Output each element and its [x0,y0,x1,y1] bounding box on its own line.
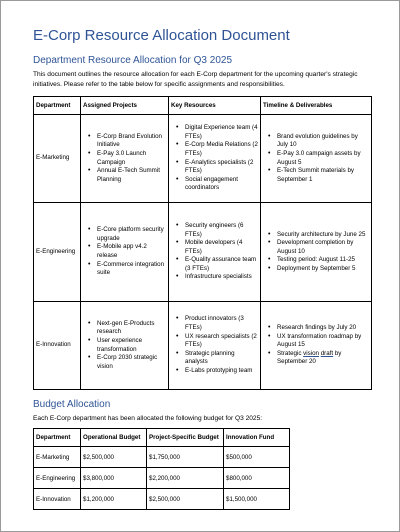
projects-cell [81,203,169,302]
list-item: • Research findings by July 20 [261,324,369,333]
timeline-cell [261,203,372,302]
list-item: • Deployment by September 5 [261,265,369,274]
list-item: • Strategic planning analysts [169,350,258,367]
projects-cell [81,115,169,203]
table-cell: $3,800,000 [81,468,147,489]
table-cell: E-Marketing [34,447,81,468]
header-operational-budget: Operational Budget [81,429,147,447]
table-header-row [34,97,372,115]
list-item: • User experience transformation [81,337,166,354]
list-item-text: Strategic [277,349,304,357]
header-department: Department [34,97,81,115]
list-item: • E-Labs prototyping team [169,367,258,376]
timeline-cell [261,302,372,390]
department-cell: E-Engineering [34,203,81,302]
list-item: • Development completion by August 10 [261,239,369,256]
list-item: • Next-gen E-Products research [81,320,166,337]
list-item: • Digital Experience team (4 FTEs) [169,124,258,141]
list-item: • E-Corp Media Relations (2 FTEs) [169,141,258,158]
list-item: • E-Pay 3.0 campaign assets by August 5 [261,150,369,167]
table-cell: $500,000 [224,447,290,468]
list-item: • Security engineers (6 FTEs) [169,222,258,239]
list-item: • E-Corp Brand Evolution Initiative [81,133,166,150]
list-item: • UX transformation roadmap by August 15 [261,333,369,350]
list-item: • Mobile developers (4 FTEs) [169,239,258,256]
table-cell: E-Engineering [34,468,81,489]
list-item: • E-Commerce integration suite [81,261,166,278]
list-item: • Testing period: August 11-25 [261,256,369,265]
table-row [34,302,372,390]
table-cell: $2,200,000 [147,468,224,489]
draft-link[interactable]: draft [320,349,334,357]
header-timeline-deliverables: Timeline & Deliverables [261,97,372,115]
table-cell: $2,500,000 [147,489,224,510]
list-item: • Brand evolution guidelines by July 10 [261,133,369,150]
timeline-cell [261,115,372,203]
list-item: • E-Quality assurance team (3 FTEs) [169,256,258,273]
list-item: • E-Mobile app v4.2 release [81,243,166,260]
table-cell: $1,200,000 [81,489,147,510]
list-item: • E-Tech Summit materials by September 1 [261,167,369,184]
list-item: • E-Pay 3.0 Launch Campaign [81,150,166,167]
table-row [34,468,290,489]
allocation-heading: Department Resource Allocation for Q3 2025 [33,55,232,66]
budget-table [33,428,290,510]
table-header-row [34,429,290,447]
resources-cell [169,302,261,390]
list-item: • Infrastructure specialists [169,273,258,282]
header-assigned-projects: Assigned Projects [81,97,169,115]
list-item-text: by September 20 [277,349,342,366]
header-innovation-fund: Innovation Fund [224,429,290,447]
table-cell: $1,500,000 [224,489,290,510]
list-item: • E-Analytics specialists (2 FTEs) [169,159,258,176]
list-item: • E-Core platform security upgrade [81,226,166,243]
resources-cell [169,203,261,302]
table-row [34,115,372,203]
table-cell: E-Innovation [34,489,81,510]
resources-cell [169,115,261,203]
list-item [261,350,369,367]
budget-heading: Budget Allocation [33,399,111,410]
list-item: • UX research specialists (2 FTEs) [169,333,258,350]
table-row [34,489,290,510]
header-project-budget: Project-Specific Budget [147,429,224,447]
table-cell: $2,500,000 [81,447,147,468]
department-cell: E-Marketing [34,115,81,203]
vision-link[interactable]: vision [303,349,319,357]
resource-allocation-table [33,96,372,390]
header-department: Department [34,429,81,447]
document-title: E-Corp Resource Allocation Document [33,27,290,44]
table-row [34,447,290,468]
list-item: • Security architecture by June 25 [261,231,369,240]
table-cell: $800,000 [224,468,290,489]
table-row [34,203,372,302]
list-item: • Annual E-Tech Summit Planning [81,167,166,184]
list-item: • Product innovators (3 FTEs) [169,315,258,332]
budget-intro: Each E-Corp department has been allocated the following budget for Q3 2025: [33,415,263,422]
allocation-intro: This document outlines the resource allocation for each E-Corp department for the upcoming quarter's strategic initiatives. Please refer to the table below for specific assignments and responsibilities. [33,71,358,88]
list-item: • E-Corp 2030 strategic vision [81,354,166,371]
list-item: • Social engagement coordinators [169,176,258,193]
department-cell: E-Innovation [34,302,81,390]
table-cell: $1,750,000 [147,447,224,468]
projects-cell [81,302,169,390]
header-key-resources: Key Resources [169,97,261,115]
